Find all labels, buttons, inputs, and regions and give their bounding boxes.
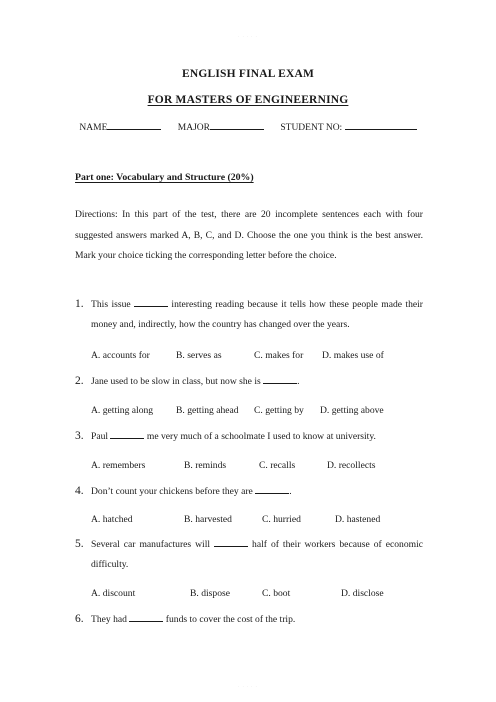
option-d[interactable]: D. recollects [327, 460, 376, 471]
major-field [178, 120, 264, 133]
option-b[interactable]: B. serves as [176, 350, 222, 361]
option-b[interactable]: B. reminds [184, 460, 227, 471]
options-1 [91, 350, 431, 366]
option-a[interactable]: A. hatched [91, 514, 133, 525]
option-c[interactable]: C. boot [262, 588, 291, 599]
part-heading: Part one: Vocabulary and Structure (20%) [75, 172, 254, 183]
options-5 [91, 588, 431, 604]
question-number: 6. [75, 613, 84, 625]
option-d[interactable]: D. disclose [341, 588, 384, 599]
options-3 [91, 460, 431, 476]
option-c[interactable]: C. hurried [262, 514, 301, 525]
footer-watermark: · · · · · [238, 684, 258, 689]
option-d[interactable]: D. getting above [320, 405, 384, 416]
student-no-field [280, 120, 416, 133]
answer-blank [214, 538, 248, 547]
option-a[interactable]: A. remembers [91, 460, 146, 471]
answer-blank [255, 485, 289, 494]
question-1 [75, 295, 423, 334]
option-c[interactable]: C. getting by [254, 405, 304, 416]
question-stem: Several car manufactures will half of their workers because of economic difficulty. [91, 539, 424, 570]
option-b[interactable]: B. getting ahead [176, 405, 239, 416]
major-label: MAJOR [177, 123, 210, 133]
option-b[interactable]: B. dispose [190, 588, 230, 599]
name-blank[interactable] [107, 120, 161, 130]
option-a[interactable]: A. discount [91, 588, 136, 599]
answer-blank [263, 375, 297, 384]
header-watermark: · · · · · [238, 34, 258, 39]
option-c[interactable]: C. recalls [259, 460, 296, 471]
student-no-blank[interactable] [345, 120, 417, 130]
question-number: 1. [75, 298, 84, 310]
answer-blank [134, 298, 168, 307]
exam-title: ENGLISH FINAL EXAM [181, 68, 315, 80]
question-stem: Paul me very much of a schoolmate I used to know at university. [91, 431, 376, 442]
option-d[interactable]: D. makes use of [322, 350, 384, 361]
question-6 [75, 610, 423, 630]
question-number: 4. [75, 485, 84, 497]
answer-blank [129, 613, 163, 622]
name-field [79, 120, 161, 133]
option-b[interactable]: B. harvested [184, 514, 232, 525]
question-stem: Jane used to be slow in class, but now she is . [91, 376, 300, 387]
exam-subtitle: FOR MASTERS OF ENGINEERNING [147, 94, 349, 106]
question-number: 5. [75, 538, 84, 550]
name-label: NAME [79, 123, 108, 133]
option-a[interactable]: A. accounts for [91, 350, 150, 361]
option-d[interactable]: D. hastened [335, 514, 381, 525]
question-number: 3. [75, 430, 84, 442]
student-info-line [0, 120, 496, 133]
student-no-label: STUDENT NO: [280, 123, 343, 133]
question-2 [75, 372, 423, 392]
question-stem: This issue interesting reading because it tells how these people made their money and, indirectly, how the country has changed over the years. [91, 299, 423, 330]
options-4 [91, 514, 431, 530]
question-5 [75, 535, 423, 574]
directions-text: Directions: In this part of the test, there are 20 incomplete sentences each with four suggested answers marked A, B, C, and D. Choose the one you think is the best answer. Mark your choice ticking the corresponding letter before the choice. [75, 209, 423, 261]
major-blank[interactable] [210, 120, 264, 130]
question-4 [75, 482, 423, 502]
question-stem: They had funds to cover the cost of the trip. [91, 614, 296, 625]
option-a[interactable]: A. getting along [91, 405, 154, 416]
options-2 [91, 405, 431, 421]
question-stem: Don’t count your chickens before they are . [91, 486, 292, 497]
question-3 [75, 427, 423, 447]
question-number: 2. [75, 375, 84, 387]
option-c[interactable]: C. makes for [254, 350, 304, 361]
answer-blank [110, 430, 144, 439]
